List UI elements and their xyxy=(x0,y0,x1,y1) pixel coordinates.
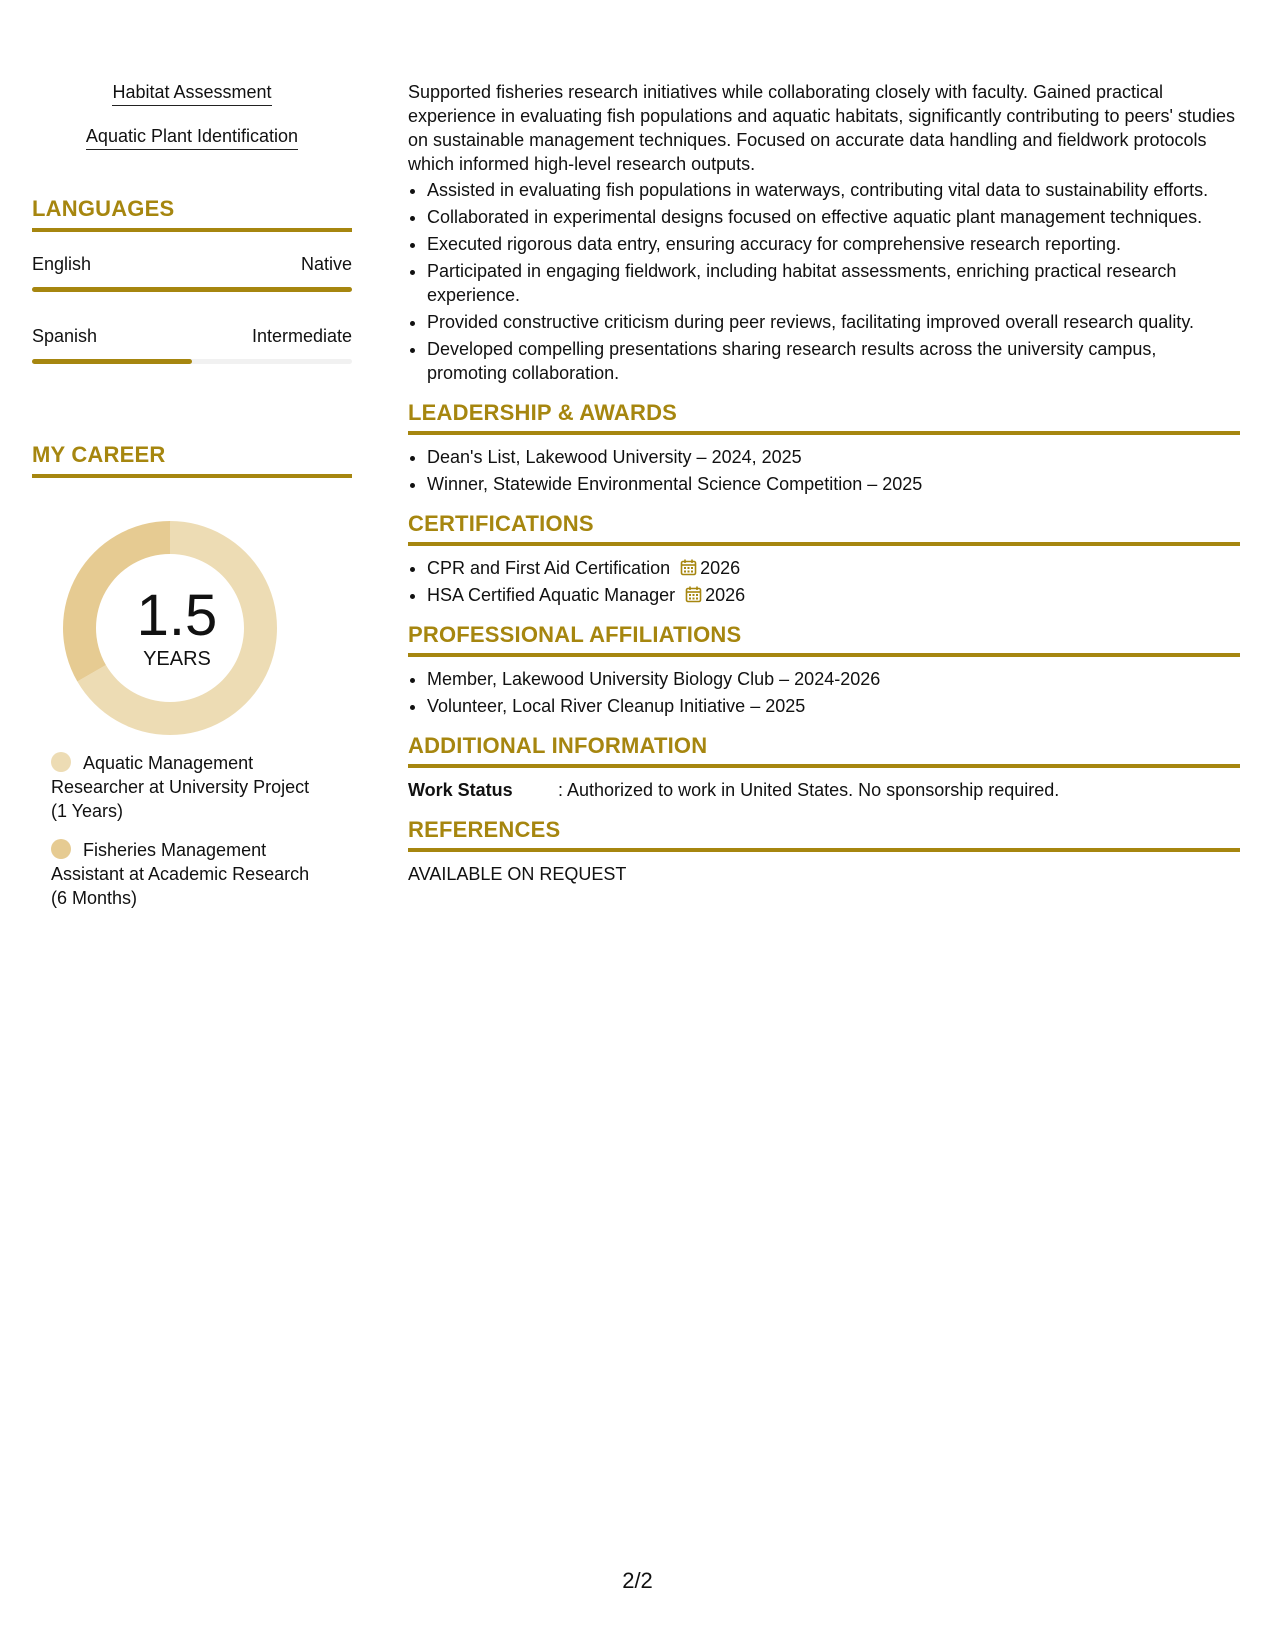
career-legend-text xyxy=(51,837,326,910)
leadership-section xyxy=(408,401,1240,496)
affiliations-list xyxy=(408,667,1240,718)
additional-info-section xyxy=(408,734,1240,802)
language-row xyxy=(32,254,352,275)
languages-heading: LANGUAGES xyxy=(32,196,352,232)
skill-tag xyxy=(32,80,352,106)
certifications-list xyxy=(408,556,1240,607)
references-text: AVAILABLE ON REQUEST xyxy=(408,864,627,884)
legend-dot-icon xyxy=(51,839,71,859)
experience-bullet: • Participated in engaging fieldwork, including habitat assessments, enriching practical research experience. xyxy=(427,259,1240,307)
references-heading: REFERENCES xyxy=(408,818,1240,852)
leadership-item: • Dean's List, Lakewood University – 2024, 2025 xyxy=(427,445,1240,469)
page-number: 2/2 xyxy=(622,1568,653,1593)
career-legend xyxy=(32,750,352,910)
work-status-key: Work Status xyxy=(408,780,513,800)
language-name: Spanish xyxy=(32,326,98,346)
career-legend-item xyxy=(51,837,352,910)
experience-bullet: • Assisted in evaluating fish populations in waterways, contributing vital data to sustainability efforts. xyxy=(427,178,1240,202)
certification-name: CPR and First Aid Certification xyxy=(427,558,671,578)
affiliation-item: • Member, Lakewood University Biology Club – 2024-2026 xyxy=(427,667,1240,691)
leadership-item: • Winner, Statewide Environmental Science Competition – 2025 xyxy=(427,472,1240,496)
career-legend-label: Aquatic Management Researcher at University Project (1 Years) xyxy=(51,753,310,821)
certifications-section xyxy=(408,512,1240,607)
career-donut-chart xyxy=(32,478,352,738)
experience-bullets xyxy=(408,178,1240,385)
references-section xyxy=(408,818,1240,886)
additional-info-heading: ADDITIONAL INFORMATION xyxy=(408,734,1240,768)
certification-item xyxy=(427,583,1240,607)
career-section xyxy=(32,442,352,910)
affiliation-item: • Volunteer, Local River Cleanup Initiative – 2025 xyxy=(427,694,1240,718)
language-proficiency-bar xyxy=(32,287,352,292)
language-row xyxy=(32,326,352,347)
career-years-unit: YEARS xyxy=(143,648,211,670)
language-proficiency-fill xyxy=(32,287,352,292)
career-legend-label: Fisheries Management Assistant at Academic Research (6 Months) xyxy=(51,840,310,908)
affiliations-heading: PROFESSIONAL AFFILIATIONS xyxy=(408,623,1240,657)
experience-summary: Supported fisheries research initiatives while collaborating closely with faculty. Gained practical experience in evaluating fish populations and aquatic habitats, significantly contributing to peers' studies on sustainable management techniques. Focused on accurate data handling and fieldwork protocols which informed high-level research outputs. xyxy=(408,82,1235,174)
left-column xyxy=(32,80,352,910)
language-proficiency-fill xyxy=(32,359,192,364)
career-legend-text xyxy=(51,750,316,823)
leadership-heading: LEADERSHIP & AWARDS xyxy=(408,401,1240,435)
skill-tag xyxy=(32,124,352,150)
right-column xyxy=(408,80,1240,886)
experience-bullet: • Provided constructive criticism during peer reviews, facilitating improved overall research quality. xyxy=(427,310,1240,334)
certification-year: 2026 xyxy=(705,585,746,605)
certifications-heading: CERTIFICATIONS xyxy=(408,512,1240,546)
skill-tag-label: Aquatic Plant Identification xyxy=(86,124,298,150)
experience-bullet: • Executed rigorous data entry, ensuring accuracy for comprehensive research reporting. xyxy=(427,232,1240,256)
language-name: English xyxy=(32,254,92,274)
certification-name: HSA Certified Aquatic Manager xyxy=(427,585,676,605)
career-total-years: 1.5 xyxy=(136,583,218,648)
experience-bullet: • Developed compelling presentations sharing research results across the university campus, promoting collaboration. xyxy=(427,337,1240,385)
affiliations-section xyxy=(408,623,1240,718)
certification-year: 2026 xyxy=(700,558,741,578)
career-legend-item xyxy=(51,750,352,823)
language-proficiency-bar xyxy=(32,359,352,364)
work-status-row xyxy=(408,778,1240,802)
experience-bullet: • Collaborated in experimental designs focused on effective aquatic plant management techniques. xyxy=(427,205,1240,229)
language-level: Native xyxy=(300,254,352,274)
calendar-icon xyxy=(685,586,702,603)
leadership-list xyxy=(408,445,1240,496)
languages-section xyxy=(32,196,352,364)
language-level: Intermediate xyxy=(251,326,352,346)
calendar-icon xyxy=(680,559,697,576)
career-heading: MY CAREER xyxy=(32,442,352,478)
work-status-value: : Authorized to work in United States. No sponsorship required. xyxy=(558,780,1060,800)
certification-item xyxy=(427,556,1240,580)
legend-dot-icon xyxy=(51,752,71,772)
skill-tag-label: Habitat Assessment xyxy=(112,80,271,106)
